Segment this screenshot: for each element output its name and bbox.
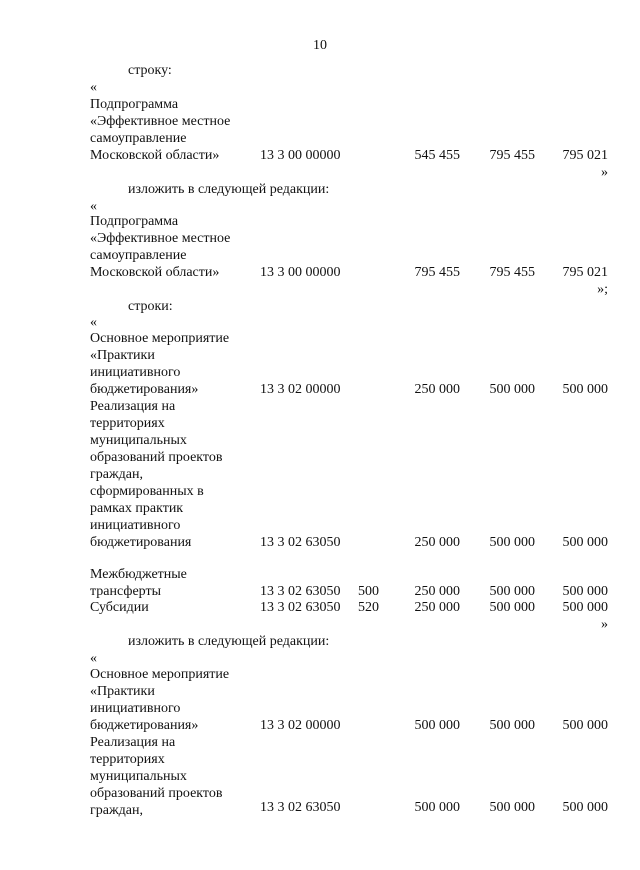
row-title-line: муниципальных [90, 433, 187, 448]
row-title-line: бюджетирования» [90, 718, 199, 733]
budget-code: 13 3 02 63050 [260, 600, 341, 615]
value-year-3: 500 000 [562, 718, 608, 733]
value-year-3: 500 000 [562, 382, 608, 397]
value-year-3: 795 021 [562, 265, 608, 280]
open-quote: « [90, 80, 97, 95]
value-year-1: 250 000 [414, 600, 460, 615]
value-year-3: 500 000 [562, 600, 608, 615]
budget-code: 13 3 00 00000 [260, 265, 341, 280]
row-title-line: инициативного [90, 701, 181, 716]
value-year-2: 500 000 [489, 535, 535, 550]
budget-code: 13 3 02 00000 [260, 382, 341, 397]
open-quote: « [90, 315, 97, 330]
value-year-2: 795 455 [489, 148, 535, 163]
row-title-line: территориях [90, 752, 165, 767]
value-year-2: 500 000 [489, 718, 535, 733]
budget-code: 13 3 02 63050 [260, 584, 341, 599]
close-quote: »; [597, 282, 608, 297]
value-year-2: 795 455 [489, 265, 535, 280]
row-title-line: Субсидии [90, 600, 149, 615]
value-year-2: 500 000 [489, 800, 535, 815]
row-title-line: «Эффективное местное [90, 231, 231, 246]
value-year-3: 500 000 [562, 584, 608, 599]
row-title-line: инициативного [90, 365, 181, 380]
value-year-1: 250 000 [414, 584, 460, 599]
budget-code: 13 3 00 00000 [260, 148, 341, 163]
row-title-line: граждан, [90, 467, 143, 482]
row-title-line: Основное мероприятие [90, 331, 230, 346]
row-title-line: муниципальных [90, 769, 187, 784]
row-title-line: образований проектов [90, 786, 223, 801]
expense-type-code: 500 [358, 584, 379, 599]
open-quote: « [90, 199, 97, 214]
intro-text: изложить в следующей редакции: [128, 182, 330, 197]
intro-text: строки: [128, 299, 173, 314]
row-title-line: территориях [90, 416, 165, 431]
row-title-line: образований проектов [90, 450, 223, 465]
value-year-2: 500 000 [489, 600, 535, 615]
value-year-3: 500 000 [562, 535, 608, 550]
value-year-1: 250 000 [414, 382, 460, 397]
row-title-line: Московской области» [90, 265, 220, 280]
value-year-3: 500 000 [562, 800, 608, 815]
value-year-1: 545 455 [414, 148, 460, 163]
page-number: 10 [313, 38, 327, 53]
intro-text: строку: [128, 63, 172, 78]
row-title-line: Московской области» [90, 148, 220, 163]
row-title-line: самоуправление [90, 131, 187, 146]
value-year-3: 795 021 [562, 148, 608, 163]
budget-code: 13 3 02 63050 [260, 535, 341, 550]
row-title-line: Подпрограмма [90, 97, 179, 112]
row-title-line: бюджетирования» [90, 382, 199, 397]
row-title-line: Реализация на [90, 735, 176, 750]
row-title-line: самоуправление [90, 248, 187, 263]
row-title-line: Межбюджетные [90, 567, 187, 582]
open-quote: « [90, 651, 97, 666]
budget-code: 13 3 02 63050 [260, 800, 341, 815]
value-year-1: 500 000 [414, 800, 460, 815]
row-title-line: трансферты [90, 584, 162, 599]
intro-text: изложить в следующей редакции: [128, 634, 330, 649]
value-year-2: 500 000 [489, 584, 535, 599]
value-year-1: 795 455 [414, 265, 460, 280]
row-title-line: Основное мероприятие [90, 667, 230, 682]
row-title-line: Реализация на [90, 399, 176, 414]
row-title-line: «Практики [90, 348, 155, 363]
row-title-line: «Эффективное местное [90, 114, 231, 129]
expense-type-code: 520 [358, 600, 379, 615]
row-title-line: «Практики [90, 684, 155, 699]
row-title-line: сформированных в [90, 484, 204, 499]
row-title-line: граждан, [90, 803, 143, 818]
budget-code: 13 3 02 00000 [260, 718, 341, 733]
value-year-1: 250 000 [414, 535, 460, 550]
row-title-line: инициативного [90, 518, 181, 533]
row-title-line: бюджетирования [90, 535, 192, 550]
value-year-2: 500 000 [489, 382, 535, 397]
close-quote: » [601, 617, 608, 632]
row-title-line: рамках практик [90, 501, 184, 516]
row-title-line: Подпрограмма [90, 214, 179, 229]
close-quote: » [601, 165, 608, 180]
value-year-1: 500 000 [414, 718, 460, 733]
